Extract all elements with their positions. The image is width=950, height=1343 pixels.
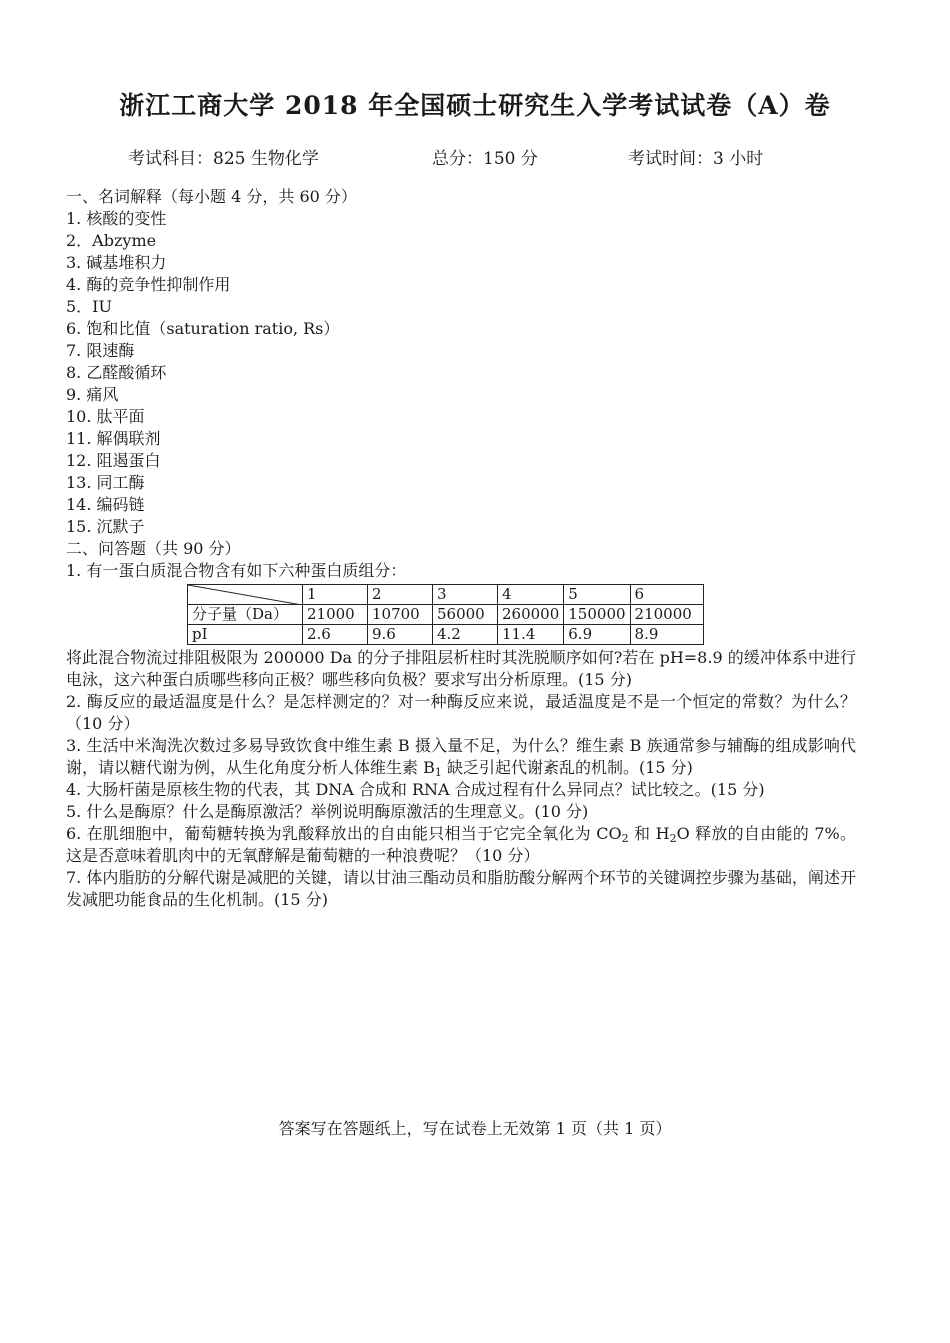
table-header: 1 xyxy=(303,585,368,605)
section-1-title: 一、名词解释（每小题 4 分，共 60 分） xyxy=(66,187,357,206)
exam-total-score: 总分：150 分 xyxy=(432,149,538,169)
term-item: 3. 碱基堆积力 xyxy=(66,253,167,272)
table-cell: 150000 xyxy=(564,605,630,625)
table-header: 4 xyxy=(498,585,564,605)
question-2: 2. 酶反应的最适温度是什么？是怎样测定的？对一种酶反应来说，最适温度是不是一个恒定的常数？为什么？（10 分） xyxy=(66,692,856,733)
row-label: pI xyxy=(188,625,303,645)
term-item: 13. 同工酶 xyxy=(66,473,145,492)
term-item: 10. 肽平面 xyxy=(66,407,145,426)
term-item: 9. 痛风 xyxy=(66,385,119,404)
question-3 xyxy=(66,735,856,779)
term-item: 6. 饱和比值（saturation ratio, Rs） xyxy=(66,319,340,338)
table-row xyxy=(188,625,704,645)
table-cell: 11.4 xyxy=(498,625,564,645)
protein-table xyxy=(187,584,704,645)
term-item: 1. 核酸的变性 xyxy=(66,209,167,228)
question-4: 4. 大肠杆菌是原核生物的代表，其 DNA 合成和 RNA 合成过程有什么异同点？试比较之。(15 分) xyxy=(66,780,765,799)
table-cell: 21000 xyxy=(303,605,368,625)
diagonal-line xyxy=(188,585,302,605)
table-header-row xyxy=(188,585,704,605)
term-item: 12. 阻遏蛋白 xyxy=(66,451,161,470)
question-6-part-b: 和 H xyxy=(628,824,670,843)
term-item: 5．IU xyxy=(66,297,112,316)
table-cell: 2.6 xyxy=(303,625,368,645)
question-6 xyxy=(66,823,856,867)
table-header: 3 xyxy=(433,585,498,605)
table-cell: 9.6 xyxy=(368,625,433,645)
table-cell: 4.2 xyxy=(433,625,498,645)
subscript: 2 xyxy=(621,832,629,845)
question-6-part-c: O 释放的自由能的 7%。这是否意味着肌肉中的无氧酵解是葡萄糖的一种浪费呢？（10 分） xyxy=(66,824,856,865)
question-7: 7. 体内脂肪的分解代谢是减肥的关键，请以甘油三酯动员和脂肪酸分解两个环节的关键调控步骤为基础，阐述开发减肥功能食品的生化机制。(15 分) xyxy=(66,868,856,909)
subscript: 1 xyxy=(434,766,442,779)
exam-title: 浙江工商大学 2018 年全国硕士研究生入学考试试卷（A）卷 xyxy=(119,91,831,120)
row-label: 分子量（Da） xyxy=(188,605,303,625)
table-cell: 260000 xyxy=(498,605,564,625)
subscript: 2 xyxy=(669,832,677,845)
table-header: 2 xyxy=(368,585,433,605)
question-5: 5. 什么是酶原？什么是酶原激活？举例说明酶原激活的生理意义。(10 分) xyxy=(66,802,589,821)
table-cell: 56000 xyxy=(433,605,498,625)
question-1-intro: 1. 有一蛋白质混合物含有如下六种蛋白质组分： xyxy=(66,561,407,580)
term-item: 7. 限速酶 xyxy=(66,341,135,360)
table-cell: 10700 xyxy=(368,605,433,625)
table-header: 5 xyxy=(564,585,630,605)
table-corner-cell xyxy=(188,585,303,605)
question-3-part-b: 缺乏引起代谢紊乱的机制。(15 分) xyxy=(441,758,693,777)
table-row xyxy=(188,605,704,625)
term-item: 15. 沉默子 xyxy=(66,517,145,536)
exam-duration: 考试时间：3 小时 xyxy=(628,149,764,169)
table-cell: 210000 xyxy=(630,605,703,625)
exam-subject: 考试科目：825 生物化学 xyxy=(128,149,319,169)
term-item: 11. 解偶联剂 xyxy=(66,429,161,448)
term-item: 14. 编码链 xyxy=(66,495,145,514)
term-item: 2．Abzyme xyxy=(66,231,157,250)
page-footer: 答案写在答题纸上，写在试卷上无效第 1 页（共 1 页） xyxy=(278,1119,672,1138)
table-cell: 6.9 xyxy=(564,625,630,645)
exam-content xyxy=(66,186,856,911)
term-item: 4. 酶的竞争性抑制作用 xyxy=(66,275,231,294)
table-header: 6 xyxy=(630,585,703,605)
table-cell: 8.9 xyxy=(630,625,703,645)
question-1-text: 将此混合物流过排阻极限为 200000 Da 的分子排阻层析柱时其洗脱顺序如何?若在 pH=8.9 的缓冲体系中进行电泳，这六种蛋白质哪些移向正极？哪些移向负极？要求写出分析原理。(15 分) xyxy=(66,648,856,689)
question-3-part-a: 3. 生活中米淘洗次数过多易导致饮食中维生素 B 摄入量不足，为什么？维生素 B 族通常参与辅酶的组成影响代谢，请以糖代谢为例，从生化角度分析人体维生素 B xyxy=(66,736,856,777)
question-6-part-a: 6. 在肌细胞中，葡萄糖转换为乳酸释放出的自由能只相当于它完全氧化为 CO xyxy=(66,824,622,843)
term-item: 8. 乙醛酸循环 xyxy=(66,363,167,382)
section-2-title: 二、问答题（共 90 分） xyxy=(66,539,241,558)
